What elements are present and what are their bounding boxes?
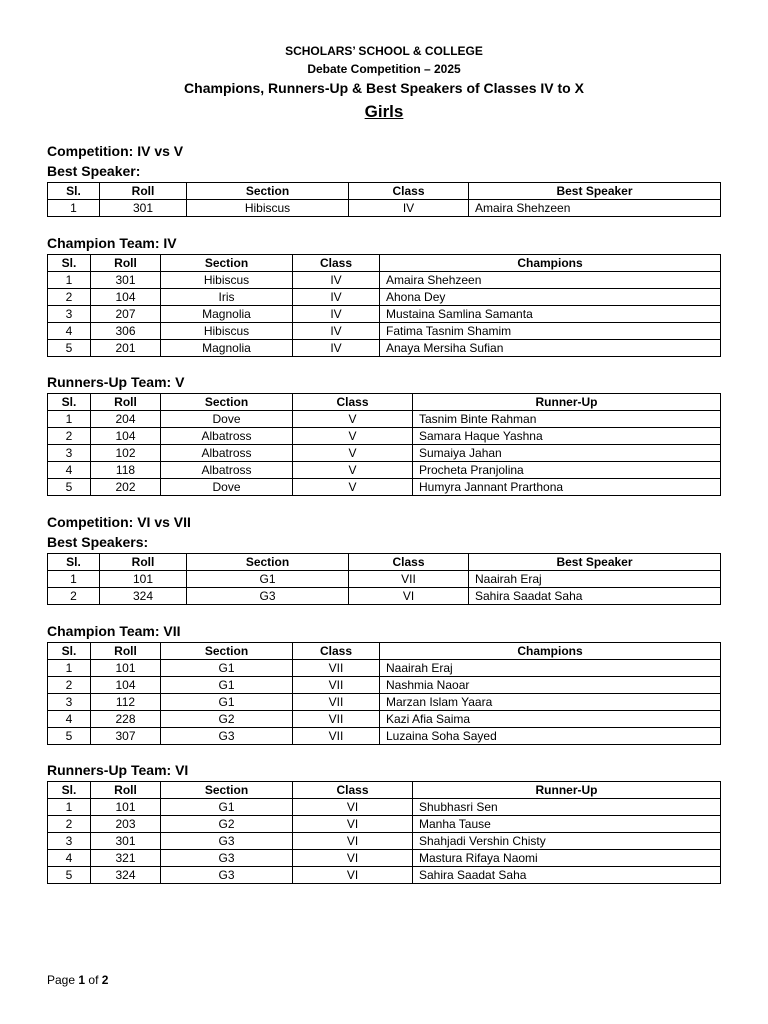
- cell-section: Hibiscus: [161, 323, 293, 340]
- best-speakers-table: [47, 553, 721, 605]
- table-row: [48, 200, 721, 217]
- cell-sl: 1: [48, 660, 91, 677]
- column-header-class: Class: [293, 394, 413, 411]
- runners-up-heading: Runners-Up Team: V: [47, 374, 185, 390]
- cell-class: V: [293, 479, 413, 496]
- page-number: [47, 973, 108, 987]
- cell-name: Ahona Dey: [380, 289, 721, 306]
- cell-section: G3: [161, 833, 293, 850]
- cell-sl: 3: [48, 445, 91, 462]
- cell-name: Procheta Pranjolina: [413, 462, 721, 479]
- cell-section: Albatross: [161, 428, 293, 445]
- cell-name: Shubhasri Sen: [413, 799, 721, 816]
- column-header-sl: Sl.: [48, 643, 91, 660]
- cell-class: V: [293, 411, 413, 428]
- cell-roll: 101: [100, 571, 187, 588]
- table-header-row: [48, 643, 721, 660]
- column-header-class: Class: [349, 554, 469, 571]
- table-row: [48, 462, 721, 479]
- cell-section: G1: [161, 799, 293, 816]
- cell-name: Mastura Rifaya Naomi: [413, 850, 721, 867]
- cell-name: Marzan Islam Yaara: [380, 694, 721, 711]
- table-header-row: [48, 183, 721, 200]
- cell-roll: 301: [100, 200, 187, 217]
- table-row: [48, 711, 721, 728]
- cell-sl: 5: [48, 867, 91, 884]
- cell-name: Anaya Mersiha Sufian: [380, 340, 721, 357]
- column-header-sl: Sl.: [48, 782, 91, 799]
- cell-class: IV: [293, 289, 380, 306]
- cell-section: G3: [187, 588, 349, 605]
- cell-name: Naairah Eraj: [469, 571, 721, 588]
- cell-name: Kazi Afia Saima: [380, 711, 721, 728]
- cell-sl: 1: [48, 411, 91, 428]
- cell-name: Luzaina Soha Sayed: [380, 728, 721, 745]
- table-row: [48, 272, 721, 289]
- cell-class: VII: [293, 728, 380, 745]
- table-row: [48, 411, 721, 428]
- cell-class: VI: [293, 833, 413, 850]
- cell-section: Hibiscus: [187, 200, 349, 217]
- cell-section: Albatross: [161, 445, 293, 462]
- cell-section: Albatross: [161, 462, 293, 479]
- competition-title: Competition: IV vs V: [47, 143, 184, 159]
- cell-section: G1: [161, 660, 293, 677]
- table-row: [48, 799, 721, 816]
- cell-section: G1: [187, 571, 349, 588]
- cell-roll: 321: [91, 850, 161, 867]
- column-header-roll: Roll: [91, 394, 161, 411]
- cell-name: Shahjadi Vershin Chisty: [413, 833, 721, 850]
- champion-team-heading: Champion Team: VII: [47, 623, 181, 639]
- cell-sl: 3: [48, 833, 91, 850]
- column-header-class: Class: [293, 782, 413, 799]
- cell-class: IV: [349, 200, 469, 217]
- cell-roll: 228: [91, 711, 161, 728]
- cell-section: Dove: [161, 479, 293, 496]
- cell-name: Amaira Shehzeen: [469, 200, 721, 217]
- cell-section: G2: [161, 816, 293, 833]
- table-header-row: [48, 255, 721, 272]
- cell-name: Fatima Tasnim Shamim: [380, 323, 721, 340]
- cell-roll: 101: [91, 799, 161, 816]
- column-header-roll: Roll: [91, 782, 161, 799]
- column-header-section: Section: [187, 183, 349, 200]
- cell-roll: 102: [91, 445, 161, 462]
- cell-sl: 4: [48, 711, 91, 728]
- column-header-class: Class: [293, 643, 380, 660]
- page-of-label: of: [88, 973, 99, 987]
- column-header-section: Section: [161, 394, 293, 411]
- table-row: [48, 428, 721, 445]
- document-subtitle: Champions, Runners-Up & Best Speakers of Classes IV to X: [184, 80, 584, 96]
- cell-roll: 104: [91, 677, 161, 694]
- cell-name: Naairah Eraj: [380, 660, 721, 677]
- column-header-roll: Roll: [100, 183, 187, 200]
- page-label: Page: [47, 973, 76, 987]
- column-header-section: Section: [161, 255, 293, 272]
- cell-sl: 2: [48, 677, 91, 694]
- cell-roll: 201: [91, 340, 161, 357]
- table-row: [48, 445, 721, 462]
- cell-class: V: [293, 462, 413, 479]
- cell-sl: 2: [48, 816, 91, 833]
- total-pages: 2: [101, 973, 109, 987]
- cell-class: VI: [293, 867, 413, 884]
- column-header-roll: Roll: [91, 255, 161, 272]
- cell-roll: 101: [91, 660, 161, 677]
- column-header-section: Section: [161, 643, 293, 660]
- category-heading: Girls: [364, 102, 404, 121]
- cell-sl: 4: [48, 850, 91, 867]
- cell-sl: 1: [48, 272, 91, 289]
- cell-sl: 3: [48, 306, 91, 323]
- cell-class: VI: [293, 816, 413, 833]
- cell-roll: 204: [91, 411, 161, 428]
- column-header-sl: Sl.: [48, 394, 91, 411]
- cell-class: VII: [349, 571, 469, 588]
- table-row: [48, 588, 721, 605]
- cell-class: V: [293, 445, 413, 462]
- cell-roll: 307: [91, 728, 161, 745]
- champion-team-table: [47, 254, 721, 357]
- table-header-row: [48, 394, 721, 411]
- event-title: Debate Competition – 2025: [307, 62, 461, 76]
- cell-section: Magnolia: [161, 340, 293, 357]
- column-header-class: Class: [293, 255, 380, 272]
- table-row: [48, 289, 721, 306]
- cell-roll: 203: [91, 816, 161, 833]
- cell-sl: 2: [48, 588, 100, 605]
- cell-class: IV: [293, 340, 380, 357]
- cell-class: IV: [293, 323, 380, 340]
- cell-sl: 2: [48, 428, 91, 445]
- cell-sl: 1: [48, 200, 100, 217]
- cell-name: Tasnim Binte Rahman: [413, 411, 721, 428]
- table-row: [48, 694, 721, 711]
- column-header-section: Section: [187, 554, 349, 571]
- runners-up-table: [47, 393, 721, 496]
- cell-name: Samara Haque Yashna: [413, 428, 721, 445]
- cell-roll: 104: [91, 289, 161, 306]
- cell-name: Nashmia Naoar: [380, 677, 721, 694]
- best-speaker-table: [47, 182, 721, 217]
- column-header-sl: Sl.: [48, 554, 100, 571]
- cell-section: G3: [161, 850, 293, 867]
- champion-team-heading: Champion Team: IV: [47, 235, 177, 251]
- cell-sl: 5: [48, 479, 91, 496]
- column-header-name: Runner-Up: [413, 394, 721, 411]
- column-header-name: Runner-Up: [413, 782, 721, 799]
- cell-roll: 324: [91, 867, 161, 884]
- column-header-section: Section: [161, 782, 293, 799]
- cell-name: Mustaina Samlina Samanta: [380, 306, 721, 323]
- column-header-name: Champions: [380, 643, 721, 660]
- table-row: [48, 677, 721, 694]
- cell-roll: 202: [91, 479, 161, 496]
- cell-section: Hibiscus: [161, 272, 293, 289]
- current-page: 1: [78, 973, 86, 987]
- cell-roll: 104: [91, 428, 161, 445]
- table-row: [48, 816, 721, 833]
- cell-section: Iris: [161, 289, 293, 306]
- table-header-row: [48, 554, 721, 571]
- table-row: [48, 479, 721, 496]
- cell-sl: 1: [48, 571, 100, 588]
- school-name: SCHOLARS’ SCHOOL & COLLEGE: [285, 44, 483, 58]
- cell-sl: 5: [48, 728, 91, 745]
- cell-class: VII: [293, 711, 380, 728]
- cell-sl: 3: [48, 694, 91, 711]
- table-row: [48, 867, 721, 884]
- cell-name: Amaira Shehzeen: [380, 272, 721, 289]
- cell-section: G2: [161, 711, 293, 728]
- cell-roll: 324: [100, 588, 187, 605]
- cell-sl: 1: [48, 799, 91, 816]
- cell-name: Humyra Jannant Prarthona: [413, 479, 721, 496]
- cell-sl: 4: [48, 323, 91, 340]
- cell-class: V: [293, 428, 413, 445]
- table-row: [48, 728, 721, 745]
- column-header-name: Best Speaker: [469, 554, 721, 571]
- cell-class: VII: [293, 694, 380, 711]
- cell-section: G3: [161, 728, 293, 745]
- cell-class: VI: [293, 850, 413, 867]
- cell-class: VII: [293, 660, 380, 677]
- cell-name: Sahira Saadat Saha: [469, 588, 721, 605]
- table-row: [48, 323, 721, 340]
- column-header-name: Best Speaker: [469, 183, 721, 200]
- champion-team-table: [47, 642, 721, 745]
- runners-up-heading: Runners-Up Team: VI: [47, 762, 189, 778]
- cell-section: G3: [161, 867, 293, 884]
- cell-roll: 118: [91, 462, 161, 479]
- best-speaker-heading: Best Speaker:: [47, 163, 141, 179]
- cell-sl: 4: [48, 462, 91, 479]
- cell-section: Magnolia: [161, 306, 293, 323]
- best-speakers-heading: Best Speakers:: [47, 534, 149, 550]
- cell-sl: 5: [48, 340, 91, 357]
- column-header-sl: Sl.: [48, 255, 91, 272]
- table-header-row: [48, 782, 721, 799]
- cell-name: Sahira Saadat Saha: [413, 867, 721, 884]
- cell-roll: 112: [91, 694, 161, 711]
- table-row: [48, 340, 721, 357]
- runners-up-table: [47, 781, 721, 884]
- table-row: [48, 306, 721, 323]
- cell-class: IV: [293, 306, 380, 323]
- cell-name: Manha Tause: [413, 816, 721, 833]
- table-row: [48, 660, 721, 677]
- cell-class: VI: [349, 588, 469, 605]
- cell-class: VI: [293, 799, 413, 816]
- cell-section: G1: [161, 694, 293, 711]
- cell-roll: 301: [91, 833, 161, 850]
- cell-roll: 301: [91, 272, 161, 289]
- competition-title: Competition: VI vs VII: [47, 514, 191, 530]
- cell-section: G1: [161, 677, 293, 694]
- cell-class: IV: [293, 272, 380, 289]
- cell-sl: 2: [48, 289, 91, 306]
- column-header-class: Class: [349, 183, 469, 200]
- table-row: [48, 571, 721, 588]
- cell-name: Sumaiya Jahan: [413, 445, 721, 462]
- column-header-sl: Sl.: [48, 183, 100, 200]
- cell-class: VII: [293, 677, 380, 694]
- cell-roll: 306: [91, 323, 161, 340]
- column-header-name: Champions: [380, 255, 721, 272]
- cell-roll: 207: [91, 306, 161, 323]
- column-header-roll: Roll: [91, 643, 161, 660]
- cell-section: Dove: [161, 411, 293, 428]
- table-row: [48, 850, 721, 867]
- column-header-roll: Roll: [100, 554, 187, 571]
- table-row: [48, 833, 721, 850]
